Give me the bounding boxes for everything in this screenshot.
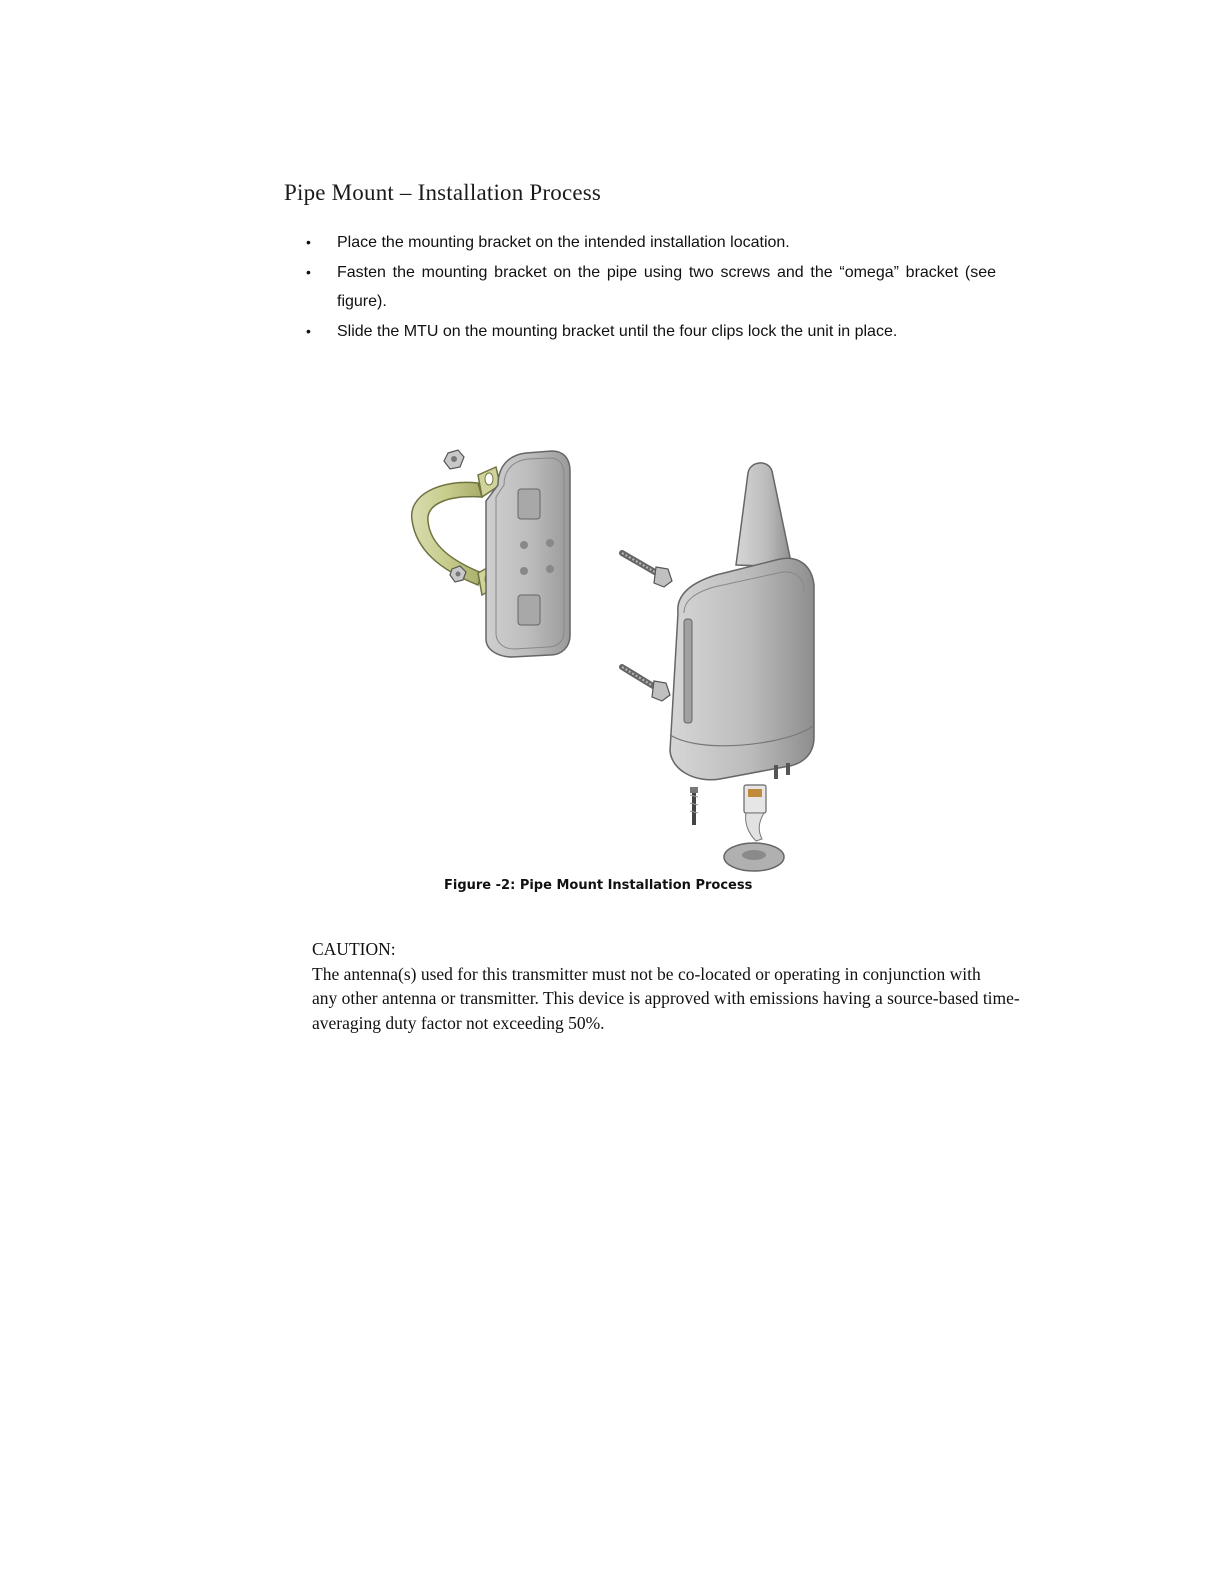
bullet-icon: • — [306, 264, 311, 280]
caution-line: any other antenna or transmitter. This device is approved with emissions having a source-based time- — [312, 988, 1020, 1008]
caution-line: averaging duty factor not exceeding 50%. — [312, 1012, 605, 1033]
list-item — [306, 228, 996, 257]
cable-connector — [744, 785, 766, 841]
bullet-icon: • — [306, 234, 311, 250]
bullet-icon: • — [306, 323, 311, 339]
grommet — [724, 843, 784, 871]
section-heading: Pipe Mount – Installation Process — [284, 180, 602, 205]
installation-figure — [400, 445, 840, 880]
caution-label: CAUTION: — [312, 939, 396, 959]
installation-steps-list — [306, 228, 996, 347]
step-text: Fasten the mounting bracket on the pipe using two screws and the “omega” bracket (see figure). — [337, 264, 996, 310]
nut-icon — [444, 450, 464, 469]
figure-caption: Figure -2: Pipe Mount Installation Process — [444, 878, 753, 893]
list-item — [306, 258, 996, 316]
list-item — [306, 317, 996, 346]
step-text: Slide the MTU on the mounting bracket until the four clips lock the unit in place. — [337, 323, 898, 340]
mtu-unit — [670, 463, 814, 780]
screw-icon — [690, 787, 698, 825]
screw-icon — [622, 667, 670, 701]
pipe-mount-illustration — [400, 445, 840, 880]
caution-notice — [312, 937, 1172, 1035]
screw-icon — [622, 553, 672, 587]
mounting-bracket-plate — [486, 451, 570, 657]
caution-line: The antenna(s) used for this transmitter must not be co-located or operating in conjunction with — [312, 963, 981, 984]
step-text: Place the mounting bracket on the intended installation location. — [337, 234, 790, 251]
